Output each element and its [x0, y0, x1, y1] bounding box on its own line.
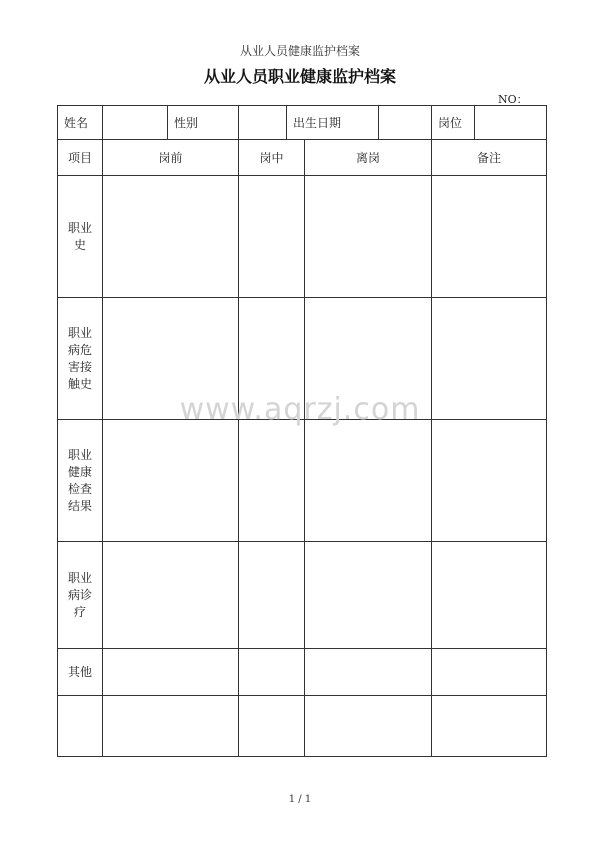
leaving-cell[interactable]: [305, 420, 432, 542]
birth-date-field[interactable]: [379, 106, 432, 140]
remarks-cell[interactable]: [432, 649, 547, 696]
pre-job-cell[interactable]: [103, 649, 239, 696]
col-header-leaving: 离岗: [305, 140, 432, 176]
leaving-cell[interactable]: [305, 176, 432, 298]
col-header-remarks: 备注: [432, 140, 547, 176]
birth-date-label: 出生日期: [287, 106, 379, 140]
row-label-exam-results: 职业健康检查结果: [58, 420, 103, 542]
on-job-cell[interactable]: [239, 542, 305, 649]
remarks-cell[interactable]: [432, 542, 547, 649]
on-job-cell[interactable]: [239, 420, 305, 542]
row-label-occupational-history: 职业史: [58, 176, 103, 298]
pre-job-cell[interactable]: [103, 420, 239, 542]
remarks-cell[interactable]: [432, 176, 547, 298]
col-header-pre-job: 岗前: [103, 140, 239, 176]
on-job-cell[interactable]: [239, 696, 305, 757]
post-label: 岗位: [432, 106, 475, 140]
pre-job-cell[interactable]: [103, 696, 239, 757]
row-label-blank[interactable]: [58, 696, 103, 757]
watermark: www.aqrzj.com: [179, 392, 421, 427]
pre-job-cell[interactable]: [103, 176, 239, 298]
on-job-cell[interactable]: [239, 649, 305, 696]
name-label: 姓名: [58, 106, 103, 140]
record-number-label: NO：: [498, 93, 528, 106]
remarks-cell[interactable]: [432, 420, 547, 542]
page-footer: 1 / 1: [288, 794, 312, 805]
remarks-cell[interactable]: [432, 696, 547, 757]
page-header: 从业人员健康监护档案: [239, 44, 360, 58]
gender-field[interactable]: [239, 106, 287, 140]
name-field[interactable]: [103, 106, 168, 140]
leaving-cell[interactable]: [305, 542, 432, 649]
row-label-diagnosis-treatment: 职业病诊疗: [58, 542, 103, 649]
leaving-cell[interactable]: [305, 649, 432, 696]
post-field[interactable]: [475, 106, 547, 140]
column-header-row: [58, 140, 547, 176]
gender-label: 性别: [168, 106, 239, 140]
table-row: [58, 542, 547, 649]
pre-job-cell[interactable]: [103, 542, 239, 649]
col-header-on-job: 岗中: [239, 140, 305, 176]
health-record-table: [57, 105, 547, 757]
table-row: [58, 176, 547, 298]
table-row: [58, 649, 547, 696]
leaving-cell[interactable]: [305, 696, 432, 757]
table-row: [58, 420, 547, 542]
form-title: 从业人员职业健康监护档案: [203, 67, 396, 86]
row-label-other: 其他: [58, 649, 103, 696]
table-row: [58, 696, 547, 757]
col-header-item: 项目: [58, 140, 103, 176]
info-row: [58, 106, 547, 140]
row-label-hazard-exposure: 职业病危害接触史: [58, 298, 103, 420]
on-job-cell[interactable]: [239, 176, 305, 298]
